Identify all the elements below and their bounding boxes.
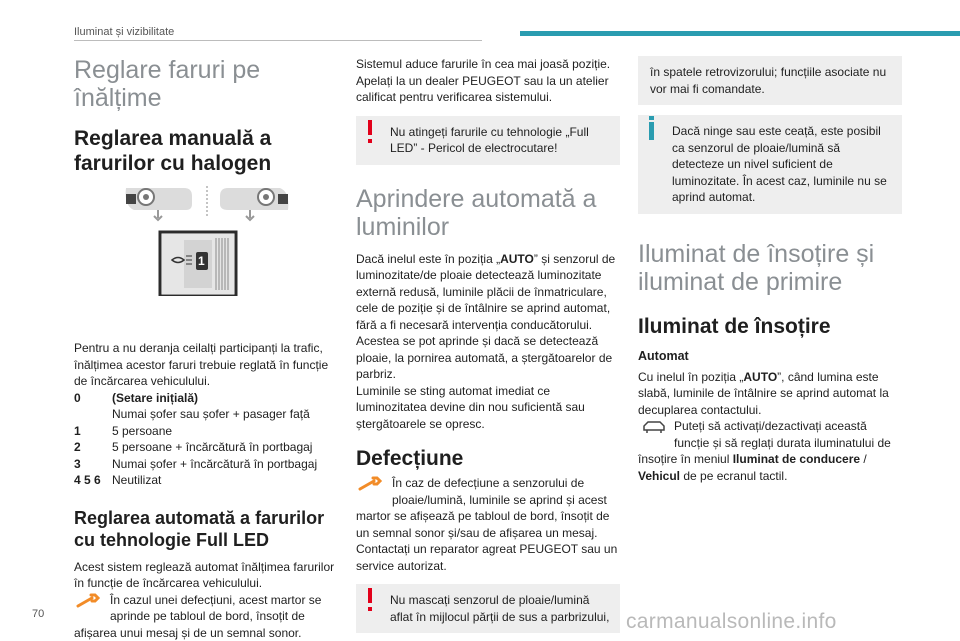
setting-key: 4 5 6 [74, 472, 112, 489]
warning-icon [368, 588, 372, 603]
watermark: carmanualsonline.info [626, 610, 837, 634]
column-1 [74, 56, 344, 641]
setting-value: 5 persoane + încărcătură în portbagaj [112, 439, 344, 456]
header-accent-bar [520, 31, 960, 36]
guide-lights-title: Iluminat de însoțire și iluminat de primire [638, 240, 902, 296]
headlamp-diagram [74, 184, 344, 296]
setting-key: 2 [74, 439, 112, 456]
warning-box-2 [356, 584, 620, 633]
auto-lights-text: Dacă inelul este în poziția „AUTO” și senzorul de luminozitate/de ploaie detectează luminozitate externă redusă, luminile plăcii de înmatriculare, cele de poziție și de întâlnire se aprind automat, fără a fi necesară intervenția conducătorului. Acestea se pot aprinde și dacă se detectează ploaie, la pornirea automată, a ștergătoarelor de parbriz. [356, 251, 620, 383]
setting-value: Numai șofer sau șofer + pasager față [112, 406, 344, 423]
headlamp-illustration [74, 184, 344, 296]
page-title: Reglare faruri pe înălțime [74, 56, 344, 112]
setting-key [74, 406, 112, 423]
defect-heading: Defecțiune [356, 446, 620, 471]
settings-text: Puteți să activați/dezactivați această funcție și să reglați durata iluminatului de însoțire în meniul Iluminat de conducere / Vehicul de pe ecranul tactil. [638, 418, 902, 484]
info-box: Dacă ninge sau este ceață, este posibil ca senzorul de ploaie/lumină să detecteze un nivel suficient de luminozitate. În acest caz, luminile nu se aprind automat. [638, 115, 902, 214]
auto-heading: Reglarea automată a farurilor cu tehnologie Full LED [74, 507, 344, 551]
settings-list [74, 390, 344, 489]
guide-lights-heading: Iluminat de însoțire [638, 314, 902, 339]
info-icon [649, 122, 654, 140]
setting-value: (Setare inițială) [112, 390, 344, 407]
defect-text: În caz de defecțiune a senzorului de ploaie/lumină, luminile se aprind și acest martor se afișează pe tabloul de bord, însoțit de un semnal sonor și/sau de afișarea un mesaj. Contactați un reparator agreat PEUGEOT sau un service autorizat. [356, 475, 620, 574]
page-number: 70 [32, 608, 44, 620]
header-rule [74, 40, 482, 41]
column-3 [638, 56, 902, 484]
car-icon [638, 418, 670, 436]
wrench-icon [356, 475, 388, 493]
automat-label: Automat [638, 349, 902, 363]
auto-lights-title: Aprindere automată a luminilor [356, 185, 620, 241]
warning-icon [368, 120, 372, 135]
warning-box-1 [356, 116, 620, 165]
setting-key: 1 [74, 423, 112, 440]
setting-key: 3 [74, 456, 112, 473]
wrench-icon [74, 592, 106, 610]
auto-lights-text-2: Luminile se sting automat imediat ce luminozitatea devine din nou suficientă sau ștergătoarele se opresc. [356, 383, 620, 433]
setting-value: Numai șofer + încărcătură în portbagaj [112, 456, 344, 473]
fault-text: În cazul unei defecțiuni, acest martor se aprinde pe tabloul de bord, însoțit de afișarea unui mesaj și de un semnal sonor. [74, 592, 344, 641]
setting-value: Neutilizat [112, 472, 344, 489]
automat-text: Cu inelul în poziția „AUTO”, când lumina este slabă, luminile de întâlnire se aprind automat la decuplarea contactului. [638, 369, 902, 419]
intro-text: Pentru a nu deranja ceilalți participanți la trafic, înălțimea acestor faruri trebuie reglată în funcție de încărcarea vehiculului. [74, 340, 344, 390]
manual-heading: Reglarea manuală a farurilor cu halogen [74, 126, 344, 176]
setting-value: 5 persoane [112, 423, 344, 440]
auto-text: Acest sistem reglează automat înălțimea farurilor în funcție de încărcarea vehiculului. [74, 559, 344, 592]
warning-box-continued: în spatele retrovizorului; funcțiile asociate nu vor mai fi comandate. [638, 56, 902, 105]
system-intro: Sistemul aduce farurile în cea mai joasă poziție. Apelați la un dealer PEUGEOT sau la un atelier calificat pentru verificarea sistemului. [356, 56, 620, 106]
column-2 [356, 56, 620, 633]
warning-text-2: Nu mascați senzorul de ploaie/lumină aflat în mijlocul părții de sus a parbrizului, [390, 592, 610, 625]
dial-setting-label: 1 [198, 254, 205, 268]
setting-key: 0 [74, 390, 112, 407]
section-header: Iluminat și vizibilitate [74, 26, 174, 38]
warning-text-1: Nu atingeți farurile cu tehnologie „Full LED” - Pericol de electrocutare! [390, 124, 610, 157]
